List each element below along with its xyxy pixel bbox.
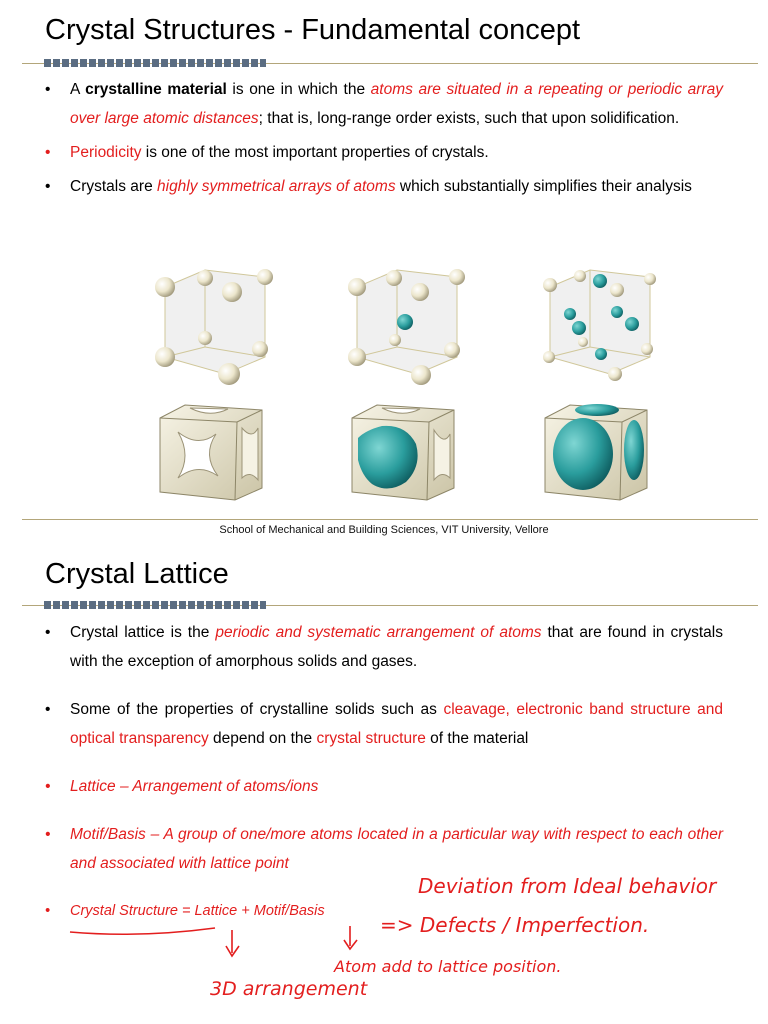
note-defects: => Defects / Imperfection. [380, 913, 650, 937]
note-3d-arrangement: 3D arrangement [210, 978, 368, 1000]
highlight-periodic-array: atoms are situated in a repeating or periodic array over large atomic distances [70, 81, 723, 127]
bullet-crystalline-material: • A crystalline material is one in which the atoms are situated in a repeating or periodic array over large atomic distances; that is, long-range order exists, such that upon solidification. [45, 75, 723, 133]
slide1-title: Crystal Structures - Fundamental concept [45, 14, 581, 46]
highlight-periodic-arrangement: periodic and systematic arrangement of atoms [215, 624, 542, 641]
arrow-down-right [344, 926, 357, 949]
highlight-properties: cleavage, electronic band structure and optical transparency [70, 701, 723, 747]
note-atom-add: Atom add to lattice position. [334, 957, 562, 976]
arrow-down-left [226, 930, 239, 956]
bullet-crystal-lattice-definition: • Crystal lattice is the periodic and systematic arrangement of atoms that are found in crystals with the exception of amorphous solids and gases. [45, 618, 723, 676]
bullet-periodicity: • Periodicity is one of the most important properties of crystals. [45, 138, 723, 167]
term-crystalline-material: crystalline material [85, 81, 227, 98]
term-periodicity: Periodicity [70, 144, 142, 161]
highlight-crystal-structure: crystal structure [316, 730, 426, 747]
underline-stroke [70, 928, 215, 934]
bullet-crystal-structure-equation: • Crystal Structure = Lattice + Motif/Basis [45, 897, 723, 926]
bullet-symmetry: • Crystals are highly symmetrical arrays of atoms which substantially simplifies their analysis [45, 172, 723, 201]
note-deviation: Deviation from Ideal behavior [418, 874, 717, 898]
footer-institution: School of Mechanical and Building Sciences, VIT University, Vellore [219, 524, 549, 536]
highlight-symmetrical-arrays: highly symmetrical arrays of atoms [157, 178, 396, 195]
slide2-title: Crystal Lattice [45, 558, 229, 590]
bullet-motif-basis: • Motif/Basis – A group of one/more atoms located in a particular way with respect to each other and associated with lattice point [45, 820, 723, 878]
bullet-properties: • Some of the properties of crystalline solids such as cleavage, electronic band structure and optical transparency depend on the crystal structure of the material [45, 695, 723, 753]
bullet-lattice: • Lattice – Arrangement of atoms/ions [45, 772, 723, 801]
